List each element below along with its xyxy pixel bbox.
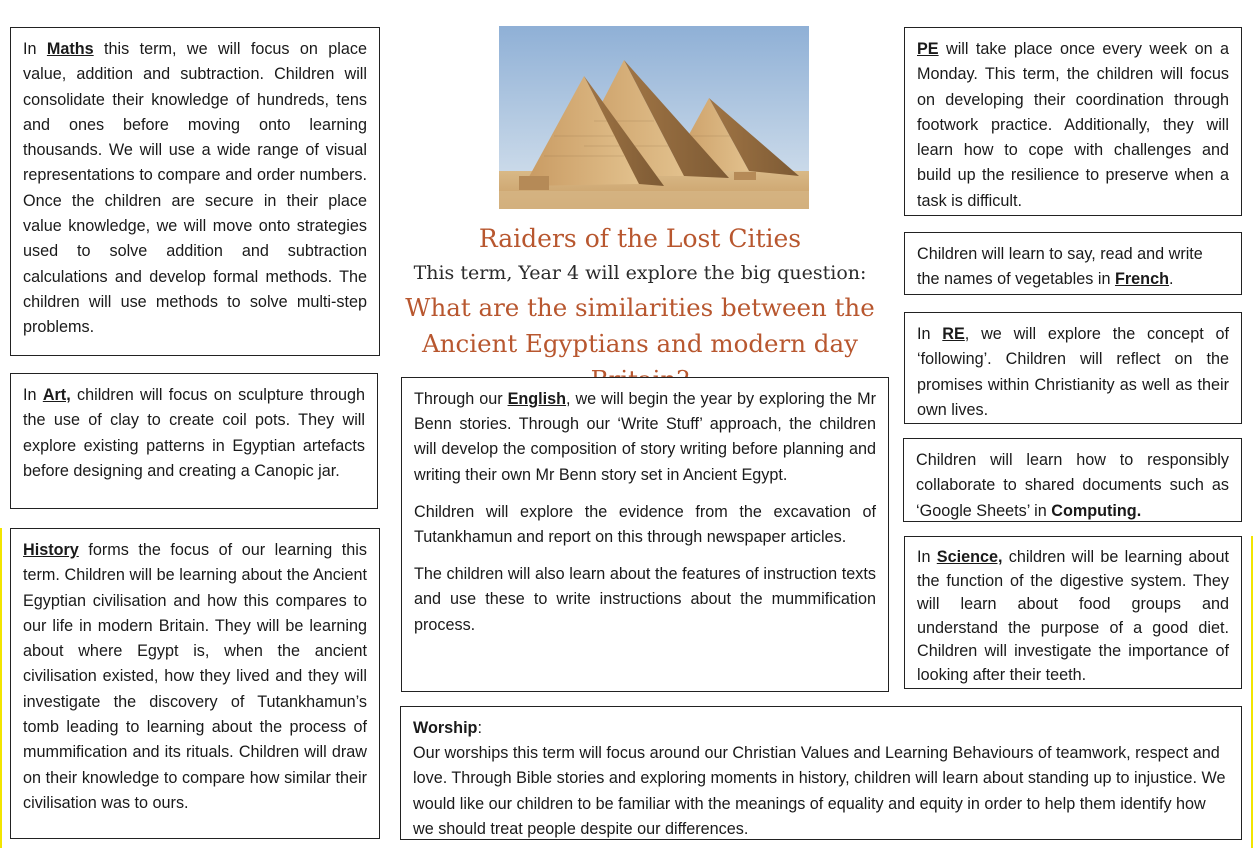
- history-text: History forms the focus of our learning this term. Children will be learning about the Ancient Egyptian civilisation and how this compares to our life in modern Britain. They will be learning about where Egypt is, when the ancient civilisation existed, how they lived and they will investigate the discovery of Tutankhamun’s tomb leading to learning about the process of mummification and its rituals. Children will draw on their knowledge to compare how similar their civilisation was to ours.: [23, 541, 367, 812]
- art-box: [10, 373, 378, 509]
- french-box: [904, 232, 1242, 295]
- big-question: What are the similarities between the Ancient Egyptians and modern day: [405, 293, 875, 358]
- pe-subject: PE: [917, 40, 939, 58]
- history-subject: History: [23, 541, 79, 559]
- english-text-1: Through our English, we will begin the year by exploring the Mr Benn stories. Through our ‘Write Stuff’ approach, the children will develop the composition of story writing before planning and writing their own Mr Benn story set in Ancient Egypt.: [414, 390, 876, 484]
- science-text: In Science, children will be learning about the function of the digestive system. They will learn about food groups and understand the purpose of a good diet. Children will investigate the importance of looking after their teeth.: [917, 548, 1230, 684]
- re-box: [904, 312, 1242, 424]
- science-box: [904, 536, 1242, 689]
- title-block: [388, 222, 892, 398]
- french-subject: French: [1114, 270, 1169, 289]
- history-box: [10, 528, 380, 839]
- maths-subject: Maths: [46, 40, 94, 58]
- computing-text: Children will learn how to responsibly collaborate to shared documents such as ‘Google Sheets’ in Computing.: [916, 451, 1229, 520]
- pyramids-illustration: [499, 26, 809, 209]
- computing-box: [903, 438, 1242, 522]
- pyramids-image: [499, 26, 809, 209]
- left-edge-highlight: [0, 528, 2, 848]
- art-subject: Art,: [42, 386, 71, 404]
- worship-heading: Worship:: [413, 719, 482, 737]
- english-text-2: Children will explore the evidence from the excavation of Tutankhamun and report on this through newspaper articles.: [414, 502, 876, 547]
- worship-box: [400, 706, 1242, 840]
- pe-box: [904, 27, 1242, 216]
- french-text: Children will learn to say, read and write the names of vegetables in French.: [917, 245, 1203, 289]
- english-subject: English: [507, 390, 567, 408]
- science-subject: Science,: [936, 548, 1003, 566]
- english-box: [401, 377, 889, 692]
- computing-subject: Computing.: [1051, 501, 1142, 520]
- re-subject: RE: [942, 325, 965, 343]
- topic-title: Raiders of the Lost Cities: [478, 224, 802, 253]
- maths-box: [10, 27, 380, 356]
- maths-text: In Maths this term, we will focus on place value, addition and subtraction. Children will consolidate their knowledge of hundreds, tens and ones before moving onto learning thousands. We will use a wide range of visual representations to compare and order numbers. Once the children are secure in their place value knowledge, we will move onto strategies used to solve addition and subtraction calculations and develop formal methods. The children will use methods to solve multi-step problems.: [23, 40, 367, 337]
- right-edge-highlight: [1251, 536, 1253, 848]
- big-question-intro: This term, Year 4 will explore the big question:: [413, 262, 867, 284]
- english-text-3: The children will also learn about the features of instruction texts and use these to write instructions about the mummification process.: [414, 565, 876, 634]
- worship-subject: Worship: [413, 719, 478, 737]
- worship-text: Our worships this term will focus around our Christian Values and Learning Behaviours of teamwork, respect and love. Through Bible stories and exploring moments in history, children will learn about standing up to injustice. We would like our children to be familiar with the meanings of equality and equity in order to help them identify how we should treat people despite our differences.: [413, 744, 1226, 838]
- re-text: In RE, we will explore the concept of ‘following’. Children will reflect on the promises within Christianity as well as their own lives.: [917, 325, 1229, 419]
- art-text: In Art, children will focus on sculpture through the use of clay to create coil pots. They will explore existing patterns in Egyptian artefacts before designing and creating a Canopic jar.: [23, 386, 365, 480]
- pe-text: PE will take place once every week on a Monday. This term, the children will focus on developing their coordination through footwork practice. Additionally, they will learn how to cope with challenges and build up the resilience to preserve when a task is difficult.: [917, 40, 1229, 210]
